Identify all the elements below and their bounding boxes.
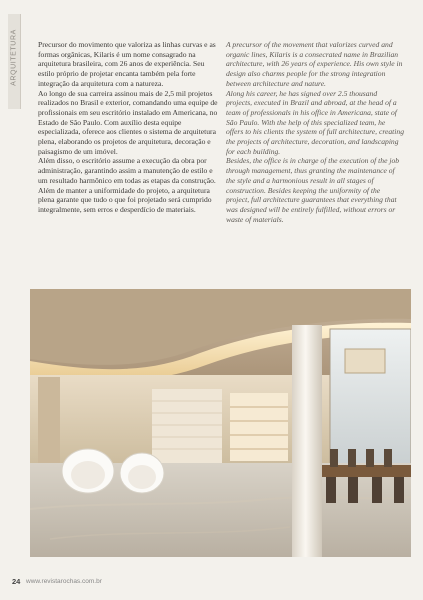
en-paragraph-3: Besides, the office is in charge of the execution of the job through management, thus granting the maintenance of the style and a harmonious result in all stages of construction. Besides keeping the uniformity of the project, full architecture guarantees that everything that was designed will be entirely fulfilled, without errors or waste of materials. [226, 156, 400, 224]
en-paragraph-2: Along his career, he has signed over 2.5 thousand projects, executed in Brazil and abroad, at the head of a team of professionals in his office in Americana, state of São Paulo. With the help of this specialized team, he offers to his clients the system of full architecture, creating the projects of architecture, decoration, and landscaping for each building. [226, 88, 405, 156]
pt-paragraph-2: Ao longo de sua carreira assinou mais de 2,5 mil projetos realizados no Brasil e exterior, comandando uma equipe de profissionais em seu escritório instalado em Americana, no Estado de São Paulo. Com auxílio desta equipe especializada, oferece aos clientes o sistema de arquitetura plena, elaborando os projetos de arquitetura, decoração e paisagismo de um imóvel. [38, 88, 218, 156]
portuguese-column [38, 40, 218, 215]
page-footer [0, 574, 423, 592]
pt-paragraph-3: Além disso, o escritório assume a execução da obra por administração, garantindo assim a manutenção de estilo e um resultado harmônico em todas as etapas da construção. Além de manter a uniformidade do projeto, a arquitetura plena garante que tudo o que foi projetado será cumprido integralmente, sem erros e desperdício de materiais. [38, 156, 216, 214]
english-column [226, 40, 404, 224]
section-tab [0, 14, 24, 109]
interior-photo [30, 289, 411, 557]
pt-paragraph-1: Precursor do movimento que valoriza as linhas curvas e as formas orgânicas, Kilaris é um nome consagrado na arquitetura brasileira, com 26 anos de experiência. Seu estilo próprio de projetar encanta também pela forte integração da arquitetura com a natureza. [38, 40, 216, 88]
page-number: 24 [12, 577, 21, 586]
section-tab-label: ARQUITETURA [10, 29, 18, 86]
interior-photo-illustration [30, 289, 411, 557]
website-url: www.revistarochas.com.br [26, 578, 102, 585]
en-paragraph-1: A precursor of the movement that valorizes curved and organic lines, Kilaris is a consecrated name in Brazilian architecture, with 26 years of experience. His own style in design also charms people for the strong integration between architecture and nature. [226, 40, 403, 88]
